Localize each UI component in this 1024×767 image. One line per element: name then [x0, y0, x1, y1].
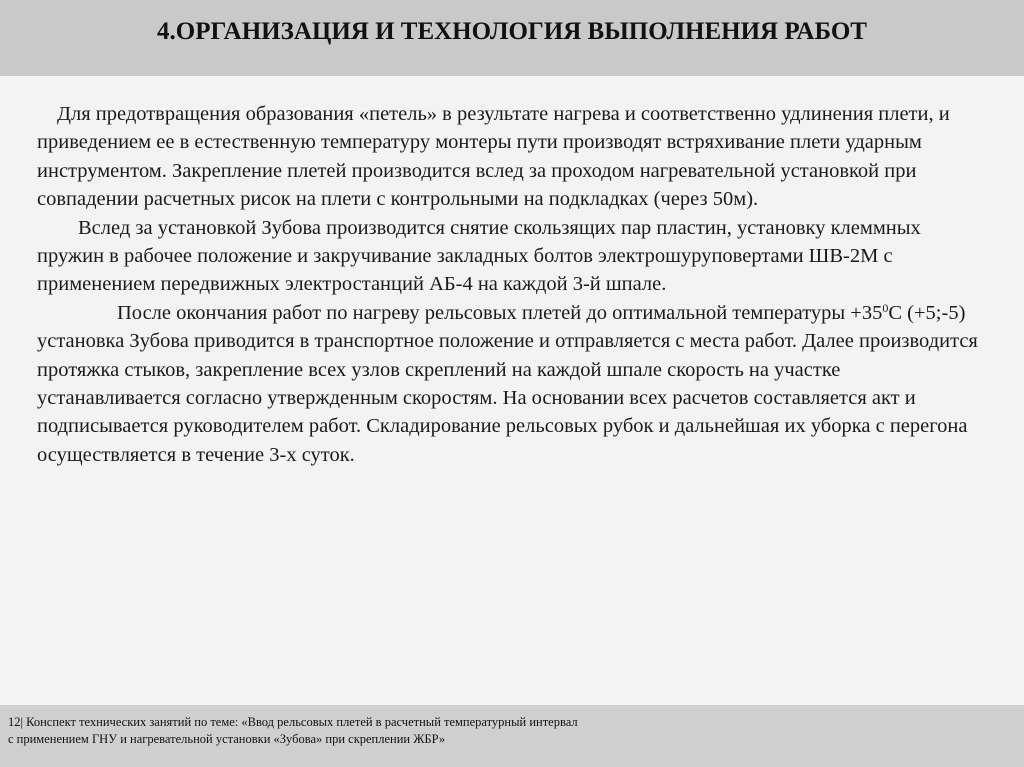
- footer-line-2: с применением ГНУ и нагревательной установки «Зубова» при скреплении ЖБР»: [8, 732, 446, 746]
- paragraph-completion-part-2: С (+5;-5) установка Зубова приводится в транспортное положение и отправляется с места работ. Далее производится протяжка стыков, закрепление всех узлов скреплений на каждой шпале скорость на участке устанавливается согласно утвержденным скоростям. На основании всех расчетов составляется акт и подписывается руководителем работ. Складирование рельсовых рубок и дальнейшая их уборка с перегона осуществляется в течение 3-х суток.: [37, 301, 978, 466]
- footer-line-1: 12| Конспект технических занятий по теме: «Ввод рельсовых плетей в расчетный температурный интервал: [8, 715, 578, 729]
- footer-caption: [8, 714, 1008, 748]
- paragraph-completion: [37, 299, 987, 469]
- page-title: 4.ОРГАНИЗАЦИЯ И ТЕХНОЛОГИЯ ВЫПОЛНЕНИЯ РАБОТ: [157, 18, 867, 45]
- paragraph-welding-loops: Для предотвращения образования «петель» в результате нагрева и соответственно удлинения плети, и приведением ее в естественную температуру монтеры пути производят встряхивание плети ударным инструментом. Закрепление плетей производится вслед за проходом нагревательной установкой при совпадении расчетных рисок на плети с контрольными на подкладках (через 50м).: [37, 103, 950, 211]
- degree-superscript: 0: [882, 300, 889, 315]
- paragraph-zubov-installation: Вслед за установкой Зубова производится снятие скользящих пар пластин, установку клеммных пружин в рабочее положение и закручивание закладных болтов электрошуруповертами ШВ-2М с применением передвижных электростанций АБ-4 на каждой 3-й шпале.: [37, 216, 921, 296]
- paragraph-completion-part-1: После окончания работ по нагреву рельсовых плетей до оптимальной температуры +35: [117, 301, 883, 324]
- document-body: [37, 100, 987, 469]
